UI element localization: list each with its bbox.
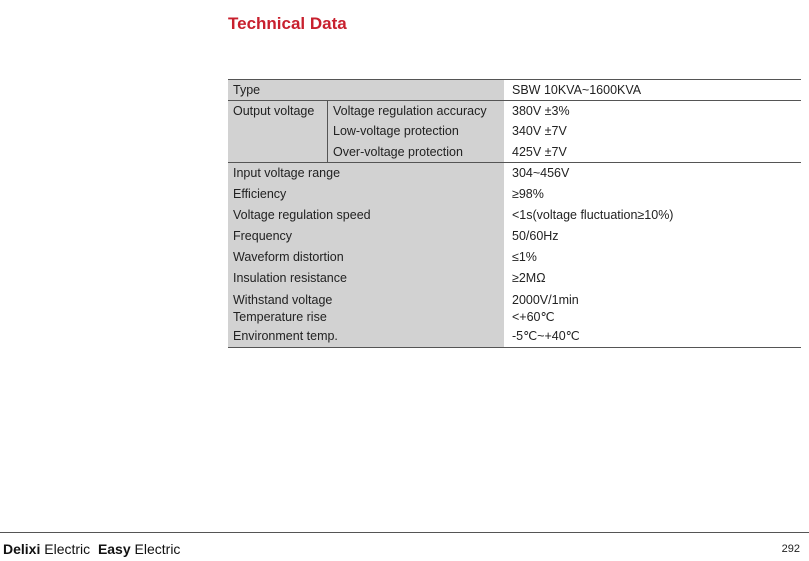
table-row bbox=[228, 268, 801, 289]
spec-label: Environment temp. bbox=[228, 326, 504, 347]
spec-value: ≥2MΩ bbox=[512, 271, 546, 285]
table-row bbox=[228, 205, 801, 226]
footer-divider bbox=[0, 532, 809, 533]
output-voltage-group bbox=[228, 101, 801, 163]
type-value: SBW 10KVA~1600KVA bbox=[512, 83, 642, 97]
table-row bbox=[228, 163, 801, 184]
brand-electric-2: Electric bbox=[130, 541, 181, 557]
spec-value: ≤1% bbox=[512, 250, 537, 264]
spec-label: Efficiency bbox=[228, 184, 504, 205]
table-row-type bbox=[228, 80, 801, 101]
sub-value: 340V ±7V bbox=[512, 124, 567, 139]
spec-value: 2000V/1min bbox=[512, 293, 579, 307]
brand-easy: Easy bbox=[97, 541, 131, 557]
spec-label: Withstand voltage bbox=[228, 289, 504, 308]
spec-label: Frequency bbox=[228, 226, 504, 247]
spec-value: ≥98% bbox=[512, 187, 544, 201]
footer-brand bbox=[3, 541, 180, 557]
brand-electric: Electric bbox=[40, 541, 91, 557]
brand-delixi: Delixi bbox=[3, 541, 41, 557]
spec-label: Temperature rise bbox=[228, 308, 504, 326]
page-number: 292 bbox=[781, 543, 800, 555]
table-row bbox=[228, 308, 801, 326]
sub-value: 380V ±3% bbox=[512, 104, 570, 118]
table-row bbox=[228, 226, 801, 247]
output-voltage-label: Output voltage bbox=[228, 101, 328, 162]
page-title: Technical Data bbox=[228, 14, 347, 33]
spec-label: Input voltage range bbox=[228, 163, 504, 184]
spec-label: Waveform distortion bbox=[228, 247, 504, 268]
spec-label: Voltage regulation speed bbox=[228, 205, 504, 226]
spec-value: 50/60Hz bbox=[512, 229, 559, 243]
table-row bbox=[228, 247, 801, 268]
technical-data-table bbox=[228, 79, 801, 348]
spec-value: <+60℃ bbox=[512, 310, 555, 324]
spec-value: 304~456V bbox=[512, 166, 570, 180]
type-label: Type bbox=[228, 80, 504, 100]
spec-label: Insulation resistance bbox=[228, 268, 504, 289]
spec-value: -5℃~+40℃ bbox=[512, 329, 580, 343]
sub-label: Over-voltage protection bbox=[333, 144, 463, 159]
sub-label: Low-voltage protection bbox=[333, 124, 459, 139]
specs-group bbox=[228, 163, 801, 348]
table-row bbox=[228, 184, 801, 205]
sub-label: Voltage regulation accuracy bbox=[333, 104, 487, 118]
spec-value: <1s(voltage fluctuation≥10%) bbox=[512, 208, 674, 222]
table-row bbox=[228, 326, 801, 347]
sub-value: 425V ±7V bbox=[512, 144, 567, 159]
table-row bbox=[228, 289, 801, 308]
